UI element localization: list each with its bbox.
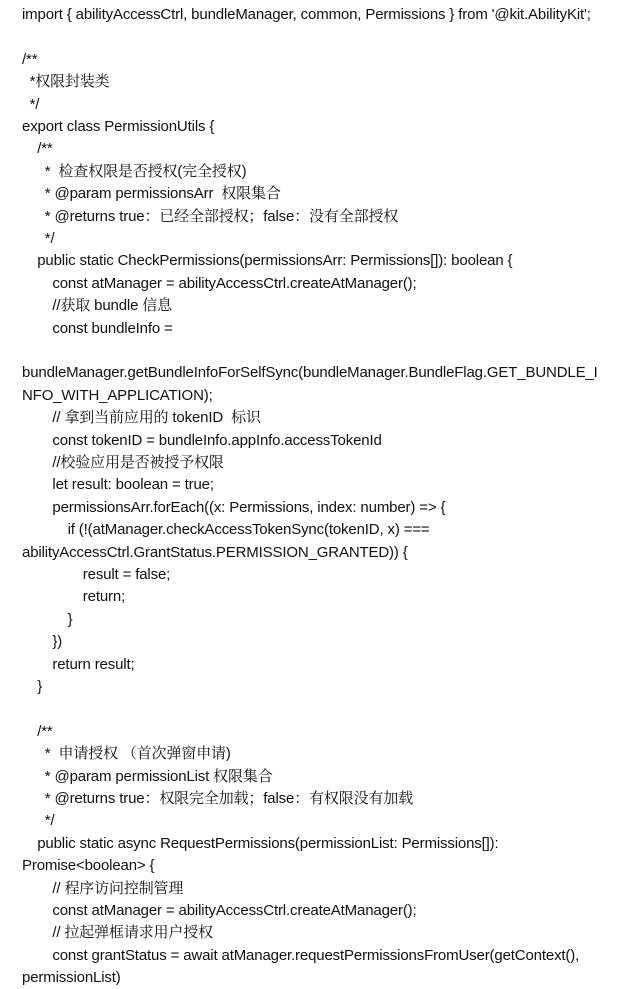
code-line: */ <box>29 95 40 113</box>
code-line: //校验应用是否被授予权限 <box>52 454 224 471</box>
code-line: let result: boolean = true; <box>52 476 214 494</box>
code-line: const atManager = abilityAccessCtrl.createAtManager(); <box>52 902 417 919</box>
code-line: return; <box>82 588 126 606</box>
code-line: /** <box>37 140 53 158</box>
code-line: *权限封装类 <box>29 73 110 91</box>
code-line: * @returns true：权限完全加载；false：有权限没有加载 <box>44 790 414 807</box>
code-line: * 申请授权 （首次弹窗申请) <box>44 745 231 763</box>
code-line: NFO_WITH_APPLICATION); <box>22 386 213 404</box>
code-line: // 程序访问控制管理 <box>52 879 184 897</box>
code-line: const tokenID = bundleInfo.appInfo.accessTokenId <box>52 431 382 449</box>
code-line: /** <box>37 722 53 740</box>
code-line: }) <box>52 633 63 651</box>
code-line: } <box>37 678 43 695</box>
code-line: public static CheckPermissions(permissionsArr: Permissions[]): boolean { <box>37 252 513 270</box>
code-line: * @param permissionList 权限集合 <box>44 767 273 785</box>
code-line: bundleManager.getBundleInfoForSelfSync(bundleManager.BundleFlag.GET_BUNDLE_I <box>22 364 598 382</box>
code-line: const atManager = abilityAccessCtrl.createAtManager(); <box>52 274 417 292</box>
code-line: // 拉起弹框请求用户授权 <box>52 924 213 942</box>
code-line: permissionsArr.forEach((x: Permissions, index: number) => { <box>52 498 446 516</box>
code-line: public static async RequestPermissions(permissionList: Permissions[]): <box>37 834 499 852</box>
code-line: permissionList) <box>22 969 121 987</box>
code-line: /** <box>22 50 38 68</box>
code-line: const bundleInfo = <box>52 319 173 337</box>
code-line: */ <box>44 812 55 830</box>
code-line: abilityAccessCtrl.GrantStatus.PERMISSION_GRANTED)) { <box>22 543 408 561</box>
code-line: result = false; <box>82 566 171 583</box>
code-line: * @param permissionsArr 权限集合 <box>44 185 281 203</box>
code-line: import { abilityAccessCtrl, bundleManager, common, Permissions } from '@kit.AbilityKit'; <box>22 6 591 23</box>
code-line: */ <box>44 230 55 247</box>
code-line: if (!(atManager.checkAccessTokenSync(tokenID, x) === <box>67 521 430 539</box>
code-line: //获取 bundle 信息 <box>52 297 173 315</box>
code-line: const grantStatus = await atManager.requestPermissionsFromUser(getContext(), <box>52 946 580 964</box>
code-line: * @returns true：已经全部授权；false：没有全部授权 <box>44 207 399 225</box>
code-line: } <box>67 610 73 628</box>
code-line: export class PermissionUtils { <box>22 118 215 135</box>
code-line: return result; <box>52 655 135 673</box>
code-line: Promise<boolean> { <box>22 857 155 875</box>
code-line: // 拿到当前应用的 tokenID 标识 <box>52 409 261 427</box>
code-line: * 检查权限是否授权(完全授权) <box>44 162 247 180</box>
